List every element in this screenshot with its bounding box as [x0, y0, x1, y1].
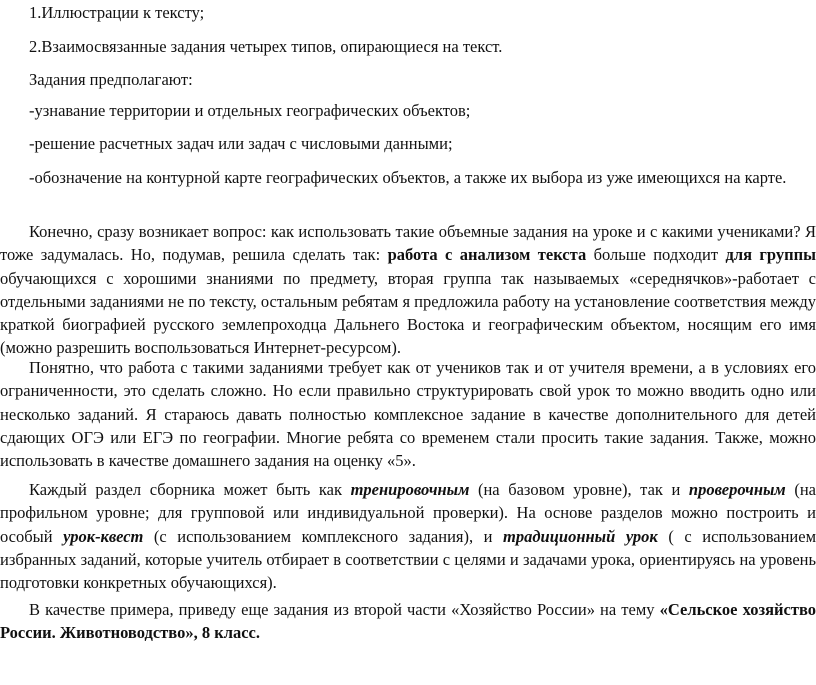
- paragraph-groups-text-2: больше подходит: [586, 245, 726, 265]
- tasks-intro: Задания предполагают:: [29, 70, 193, 89]
- list-item-tasks: 2.Взаимосвязанные задания четырех типов, опирающиеся на текст.: [29, 37, 503, 56]
- paragraph-sections-text-1: Каждый раздел сборника может быть как: [29, 480, 351, 499]
- paragraph-time: Понятно, что работа с такими заданиями требует как от учеников так и от учителя времени, а в условиях его ограниченности, это сделать сложно. Но если правильно структурировать свой урок то можно вводить одно или несколько заданий. Я стараюсь давать полностью комплексное задание в качестве дополнительного для детей сдающих ОГЭ или ЕГЭ по географии. Многие ребята со временем стали просить такие задания. Также, можно использовать в качестве домашнего задания на оценку «5».: [0, 358, 816, 471]
- paragraph-groups: [0, 220, 816, 360]
- paragraph-sections: [0, 478, 816, 594]
- paragraph-groups-text-3: обучающихся с хорошими знаниями по предмету, вторая группа так называемых «середнячков»-работает с отдельными заданиями не по тексту, остальным ребятам я предложила работу на установление соответствия между краткой биографией русского землепроходца Дальнего Востока и географическим объектом, носящим его имя (можно разрешить воспользоваться Интернет-ресурсом).: [0, 268, 816, 358]
- task-contour-map: -обозначение на контурной карте географических объектов, а также их выбора из уже имеющихся на карте.: [29, 168, 787, 187]
- emphasis-checking: проверочным: [688, 480, 786, 499]
- paragraph-sections-text-4: (с использованием комплексного задания), и: [143, 526, 504, 546]
- paragraph-groups-text-1: Конечно, сразу возникает вопрос: как использовать такие объемные задания на уроке и с какими учениками? Я тоже задумалась. Но, подумав, решила сделать так:: [0, 222, 816, 265]
- paragraph-sections-text-3: (на профильном уровне; для групповой или индивидуальной проверки). На основе разделов можно построить и особый: [0, 480, 816, 546]
- paragraph-example-text: В качестве примера, приведу еще задания из второй части «Хозяйство России» на тему: [29, 600, 660, 619]
- bold-text-analysis: работа с анализом текста: [387, 245, 587, 265]
- emphasis-training: тренировочным: [350, 480, 470, 499]
- task-recognition: -узнавание территории и отдельных географических объектов;: [29, 101, 471, 120]
- emphasis-traditional-lesson: традиционный урок: [503, 526, 658, 546]
- bold-for-group: для группы: [725, 245, 816, 265]
- bold-lesson-topic: «Сельское хозяйство России. Животноводство», 8 класс.: [0, 600, 816, 643]
- paragraph-example: [0, 598, 816, 645]
- list-item-illustrations: 1.Иллюстрации к тексту;: [29, 3, 205, 22]
- paragraph-sections-text-2: (на базовом уровне), так и: [469, 480, 689, 499]
- paragraph-sections-text-5: ( с использованием избранных заданий, которые учитель отбирает в соответствии с целями и задачами урока, ориентируясь на уровень подготовки конкретных обучающихся).: [0, 526, 816, 593]
- task-calculation: -решение расчетных задач или задач с числовыми данными;: [29, 134, 453, 153]
- emphasis-quest-lesson: урок-квест: [63, 526, 144, 546]
